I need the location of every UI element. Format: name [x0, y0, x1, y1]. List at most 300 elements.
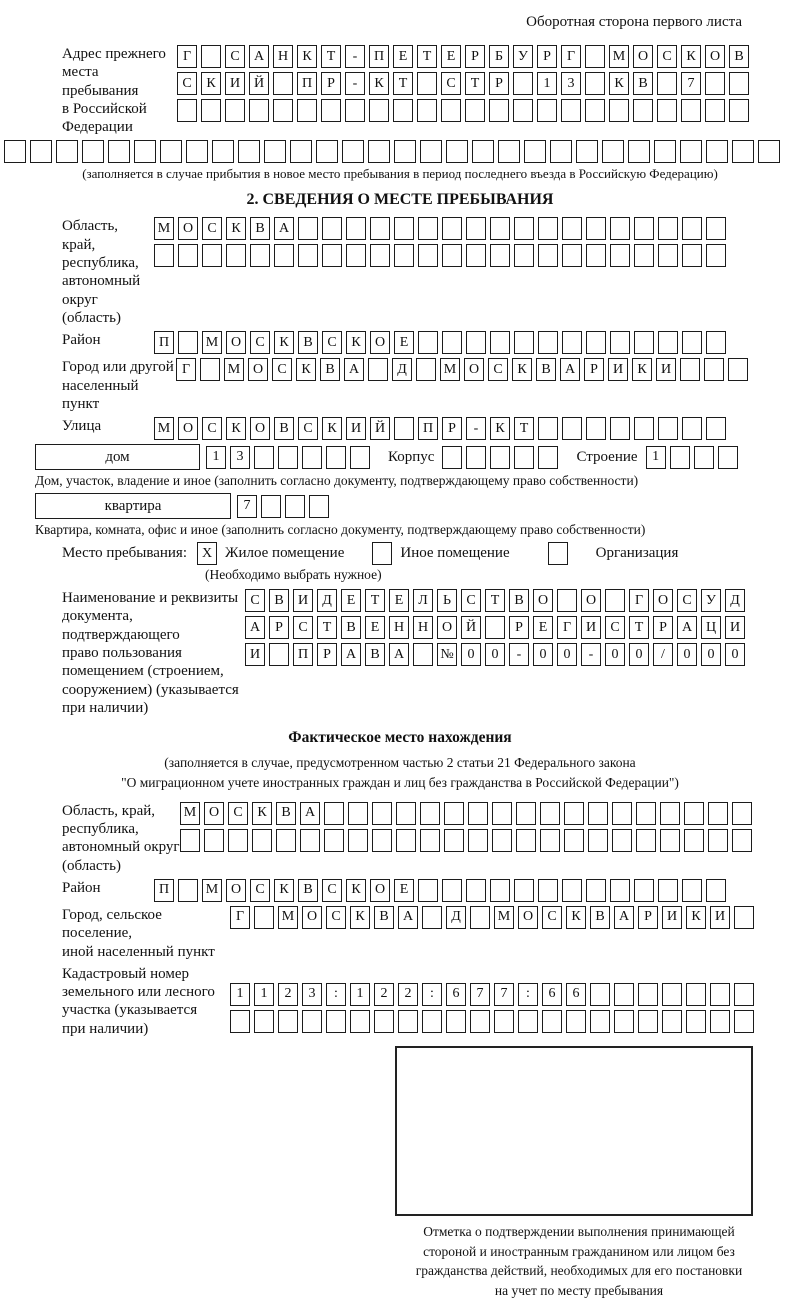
char-box: А — [344, 358, 364, 381]
char-box — [538, 217, 558, 240]
char-box: С — [250, 331, 270, 354]
char-box — [297, 99, 317, 122]
char-box — [614, 1010, 634, 1033]
char-box: О — [226, 331, 246, 354]
label-line: (область) — [62, 857, 121, 874]
char-box: П — [369, 45, 389, 68]
char-box: С — [202, 217, 222, 240]
char-box: В — [365, 643, 385, 666]
char-box: : — [518, 983, 538, 1006]
fact-rayon-label: Район — [62, 879, 101, 896]
char-box — [372, 802, 392, 825]
fact-caption-line: (заполняется в случае, предусмотренном частью 2 статьи 21 Федерального закона — [164, 755, 636, 771]
char-box — [638, 983, 658, 1006]
char-box: Р — [489, 72, 509, 95]
char-box: : — [326, 983, 346, 1006]
char-box — [610, 417, 630, 440]
char-box: Д — [446, 906, 466, 929]
char-box — [394, 217, 414, 240]
char-box — [228, 829, 248, 852]
char-box — [734, 983, 754, 1006]
char-box — [514, 217, 534, 240]
char-box: Ь — [437, 589, 457, 612]
char-box — [468, 802, 488, 825]
char-box — [706, 244, 726, 267]
char-box — [706, 140, 728, 163]
char-box: Й — [461, 616, 481, 639]
prev-address-caption: (заполняется в случае прибытия в новое место пребывания в период последнего въезда в Российскую Федерацию) — [82, 166, 718, 182]
char-box — [394, 417, 414, 440]
char-box — [538, 446, 558, 469]
char-grid-row — [237, 495, 329, 518]
char-box — [586, 244, 606, 267]
char-box — [562, 417, 582, 440]
char-box — [490, 879, 510, 902]
label-line: Кадастровый номер — [62, 965, 189, 982]
char-box: О — [633, 45, 653, 68]
char-box — [468, 829, 488, 852]
char-box — [444, 802, 464, 825]
char-box — [660, 802, 680, 825]
char-grid-row — [230, 983, 754, 1006]
fact-title: Фактическое место нахождения — [288, 729, 512, 747]
char-box — [350, 1010, 370, 1033]
char-box — [413, 643, 433, 666]
char-box — [494, 1010, 514, 1033]
char-box — [398, 1010, 418, 1033]
char-box — [684, 829, 704, 852]
char-box — [269, 643, 289, 666]
char-box: В — [298, 331, 318, 354]
char-box — [585, 99, 605, 122]
char-box — [516, 802, 536, 825]
char-box: И — [581, 616, 601, 639]
char-box — [686, 1010, 706, 1033]
char-box — [348, 829, 368, 852]
char-box: А — [677, 616, 697, 639]
char-box: О — [178, 417, 198, 440]
ulitsa-field — [62, 417, 800, 440]
char-box: Р — [638, 906, 658, 929]
char-box — [634, 417, 654, 440]
char-box — [322, 217, 342, 240]
char-box — [514, 446, 534, 469]
char-box — [498, 140, 520, 163]
char-box: В — [274, 417, 294, 440]
char-box — [134, 140, 156, 163]
char-box: О — [437, 616, 457, 639]
label-line: Город или другой — [62, 359, 174, 376]
char-box — [705, 72, 725, 95]
label-line: Адрес прежнего — [62, 46, 166, 62]
char-box — [586, 879, 606, 902]
char-box — [442, 879, 462, 902]
char-box — [250, 244, 270, 267]
char-box: - — [509, 643, 529, 666]
char-box — [470, 906, 490, 929]
char-box: О — [250, 417, 270, 440]
char-box — [238, 140, 260, 163]
char-box — [393, 99, 413, 122]
char-box — [657, 72, 677, 95]
char-box — [368, 140, 390, 163]
char-box: 3 — [230, 446, 250, 469]
char-box: К — [252, 802, 272, 825]
char-box: П — [154, 331, 174, 354]
char-box: Т — [417, 45, 437, 68]
char-box — [562, 244, 582, 267]
char-box: К — [369, 72, 389, 95]
char-box — [420, 140, 442, 163]
label-line: населенный пункт — [62, 377, 139, 412]
char-box — [273, 99, 293, 122]
char-box: Е — [365, 616, 385, 639]
char-box: П — [154, 879, 174, 902]
char-box: 0 — [629, 643, 649, 666]
kvartira-row — [35, 493, 800, 519]
char-box — [634, 879, 654, 902]
char-box: В — [298, 879, 318, 902]
char-box — [212, 140, 234, 163]
char-box — [30, 140, 52, 163]
char-grid-row — [180, 829, 752, 852]
char-box — [322, 244, 342, 267]
char-box: Е — [393, 45, 413, 68]
char-box: М — [154, 217, 174, 240]
label-line: Федерации — [62, 119, 133, 136]
char-box — [706, 417, 726, 440]
char-box — [658, 217, 678, 240]
char-box — [562, 331, 582, 354]
char-box: М — [202, 879, 222, 902]
label-line: документа, подтверждающего — [62, 608, 180, 643]
char-box — [465, 99, 485, 122]
char-box — [418, 331, 438, 354]
char-box — [658, 244, 678, 267]
char-box — [300, 829, 320, 852]
char-box — [516, 829, 536, 852]
char-box: К — [346, 879, 366, 902]
char-box: В — [320, 358, 340, 381]
char-box: Ц — [701, 616, 721, 639]
char-box: 7 — [237, 495, 257, 518]
char-box — [610, 217, 630, 240]
char-box: К — [322, 417, 342, 440]
char-box: М — [494, 906, 514, 929]
label-line: помещением (строением, — [62, 663, 224, 680]
char-grid-row — [176, 358, 748, 381]
char-box — [612, 829, 632, 852]
char-box: 0 — [557, 643, 577, 666]
char-box — [442, 244, 462, 267]
char-box — [418, 244, 438, 267]
char-box: С — [177, 72, 197, 95]
dom-caption: Дом, участок, владение и иное (заполнить согласно документу, подтверждающему право собственности) — [35, 473, 639, 489]
char-box — [346, 244, 366, 267]
char-grid-row — [245, 616, 745, 639]
char-box — [186, 140, 208, 163]
dokument-field — [62, 589, 800, 717]
char-box: М — [202, 331, 222, 354]
char-box: Н — [413, 616, 433, 639]
mesto-label: Место пребывания: — [62, 545, 187, 562]
char-box: К — [566, 906, 586, 929]
char-box — [562, 217, 582, 240]
char-box — [466, 244, 486, 267]
char-box — [585, 45, 605, 68]
char-box: 6 — [446, 983, 466, 1006]
char-box: С — [272, 358, 292, 381]
char-box: К — [350, 906, 370, 929]
char-box — [446, 140, 468, 163]
char-box — [634, 217, 654, 240]
char-box — [590, 983, 610, 1006]
char-box — [342, 140, 364, 163]
char-grid-row — [245, 643, 745, 666]
char-box: С — [322, 331, 342, 354]
char-box: И — [293, 589, 313, 612]
char-box — [204, 829, 224, 852]
char-box: К — [512, 358, 532, 381]
char-box: М — [224, 358, 244, 381]
char-box — [154, 244, 174, 267]
char-box: В — [250, 217, 270, 240]
char-box — [417, 72, 437, 95]
char-box — [705, 99, 725, 122]
char-box — [466, 217, 486, 240]
header-note: Оборотная сторона первого листа — [526, 14, 742, 30]
zhiloe-checkbox: X — [197, 542, 217, 565]
char-box: К — [609, 72, 629, 95]
char-box — [638, 1010, 658, 1033]
char-box: Р — [465, 45, 485, 68]
char-box — [758, 140, 780, 163]
char-box — [564, 802, 584, 825]
mesto-row — [62, 542, 800, 565]
char-box — [537, 99, 557, 122]
fact-gorod-label — [62, 906, 230, 961]
char-box: К — [226, 417, 246, 440]
char-box — [658, 879, 678, 902]
char-box: Р — [653, 616, 673, 639]
char-box — [610, 244, 630, 267]
char-box: Й — [249, 72, 269, 95]
char-box: И — [725, 616, 745, 639]
char-box — [394, 244, 414, 267]
char-box — [540, 802, 560, 825]
char-box — [276, 829, 296, 852]
char-box — [538, 417, 558, 440]
char-box — [492, 802, 512, 825]
char-box — [302, 446, 322, 469]
char-box — [470, 1010, 490, 1033]
label-line: округ (область) — [62, 291, 121, 326]
char-box — [489, 99, 509, 122]
char-box: Д — [317, 589, 337, 612]
char-box — [420, 802, 440, 825]
char-box — [612, 802, 632, 825]
char-box — [249, 99, 269, 122]
char-box: С — [677, 589, 697, 612]
char-box — [513, 99, 533, 122]
label-line: Отметка о подтверждении выполнения принимающей — [423, 1224, 735, 1239]
char-box — [396, 802, 416, 825]
char-box: В — [276, 802, 296, 825]
char-box — [704, 358, 724, 381]
char-box: О — [248, 358, 268, 381]
char-box: К — [346, 331, 366, 354]
char-box — [586, 417, 606, 440]
char-box: 0 — [701, 643, 721, 666]
gorod-field — [62, 358, 800, 413]
label-line: участка (указывается — [62, 1002, 198, 1019]
char-box — [368, 358, 388, 381]
char-box: Р — [509, 616, 529, 639]
char-box — [446, 1010, 466, 1033]
char-box — [374, 1010, 394, 1033]
char-grid-row — [442, 446, 558, 469]
char-box: Д — [392, 358, 412, 381]
char-box: П — [418, 417, 438, 440]
char-box: 6 — [566, 983, 586, 1006]
char-box: С — [488, 358, 508, 381]
char-box — [542, 1010, 562, 1033]
char-box: Е — [533, 616, 553, 639]
char-box — [394, 140, 416, 163]
char-box: Л — [413, 589, 433, 612]
kvartira-box: квартира — [35, 493, 231, 519]
confirmation-mark-caption — [378, 1222, 780, 1300]
char-box: Т — [393, 72, 413, 95]
char-box: М — [609, 45, 629, 68]
char-box: В — [509, 589, 529, 612]
label-line: места пребывания — [62, 64, 139, 99]
char-box — [614, 983, 634, 1006]
char-box: М — [154, 417, 174, 440]
char-box — [298, 244, 318, 267]
kvartira-caption: Квартира, комната, офис и иное (заполнить согласно документу, подтверждающему право собственности) — [35, 522, 646, 538]
char-box — [634, 244, 654, 267]
char-box: Р — [537, 45, 557, 68]
oblast-label — [62, 217, 154, 327]
char-box — [718, 446, 738, 469]
char-box — [710, 1010, 730, 1033]
char-box: А — [398, 906, 418, 929]
char-box — [682, 417, 702, 440]
char-box — [633, 99, 653, 122]
char-box — [590, 1010, 610, 1033]
char-grid-row — [230, 1010, 754, 1033]
char-box — [734, 1010, 754, 1033]
char-box: 0 — [677, 643, 697, 666]
char-box: И — [245, 643, 265, 666]
label-line: право пользования — [62, 645, 182, 662]
char-box: 0 — [461, 643, 481, 666]
char-box — [290, 140, 312, 163]
char-box: - — [581, 643, 601, 666]
char-box — [254, 446, 274, 469]
char-box — [660, 829, 680, 852]
label-line: стороной и иностранным гражданином или лицом без — [423, 1243, 735, 1259]
char-box — [178, 244, 198, 267]
char-box: 1 — [537, 72, 557, 95]
char-box — [602, 140, 624, 163]
char-box: С — [326, 906, 346, 929]
char-box: М — [180, 802, 200, 825]
char-box: Е — [394, 879, 414, 902]
char-box — [56, 140, 78, 163]
char-box: 0 — [605, 643, 625, 666]
char-box — [710, 983, 730, 1006]
char-box: Г — [557, 616, 577, 639]
char-box: Т — [365, 589, 385, 612]
char-box — [442, 217, 462, 240]
label-line: сооружением) (указывается — [62, 681, 239, 698]
label-line: Область, край, — [62, 218, 119, 253]
char-box — [636, 829, 656, 852]
char-box — [417, 99, 437, 122]
char-box: 2 — [278, 983, 298, 1006]
organizatsiya-option-label: Организация — [595, 545, 679, 562]
char-box — [416, 358, 436, 381]
char-box — [298, 217, 318, 240]
char-box: К — [490, 417, 510, 440]
char-box: А — [300, 802, 320, 825]
char-box — [729, 99, 749, 122]
char-box — [524, 140, 546, 163]
char-box — [605, 589, 625, 612]
char-box — [588, 829, 608, 852]
char-box: Т — [514, 417, 534, 440]
char-box — [628, 140, 650, 163]
char-box: О — [204, 802, 224, 825]
char-box — [686, 983, 706, 1006]
confirmation-mark-box — [395, 1046, 753, 1216]
char-grid-row — [154, 879, 726, 902]
label-line: иной населенный пункт — [62, 943, 215, 960]
char-box — [177, 99, 197, 122]
label-line: Город, сельское поселение, — [62, 906, 162, 942]
char-box — [654, 140, 676, 163]
char-box — [420, 829, 440, 852]
char-box: У — [513, 45, 533, 68]
char-box — [670, 446, 690, 469]
char-box: Н — [273, 45, 293, 68]
char-box — [540, 829, 560, 852]
char-box: С — [298, 417, 318, 440]
char-box: П — [297, 72, 317, 95]
fact-oblast-field — [62, 802, 800, 875]
char-box — [658, 417, 678, 440]
char-box: Р — [321, 72, 341, 95]
char-box — [108, 140, 130, 163]
char-box — [734, 906, 754, 929]
char-box — [302, 1010, 322, 1033]
char-box — [309, 495, 329, 518]
char-box: В — [633, 72, 653, 95]
char-box: 3 — [302, 983, 322, 1006]
char-box: 2 — [374, 983, 394, 1006]
char-box: У — [701, 589, 721, 612]
char-box: Б — [489, 45, 509, 68]
char-box — [662, 1010, 682, 1033]
char-box: С — [202, 417, 222, 440]
label-line: при наличии) — [62, 699, 149, 716]
char-box: № — [437, 643, 457, 666]
char-box — [550, 140, 572, 163]
char-grid-row — [230, 906, 754, 929]
char-box — [326, 446, 346, 469]
